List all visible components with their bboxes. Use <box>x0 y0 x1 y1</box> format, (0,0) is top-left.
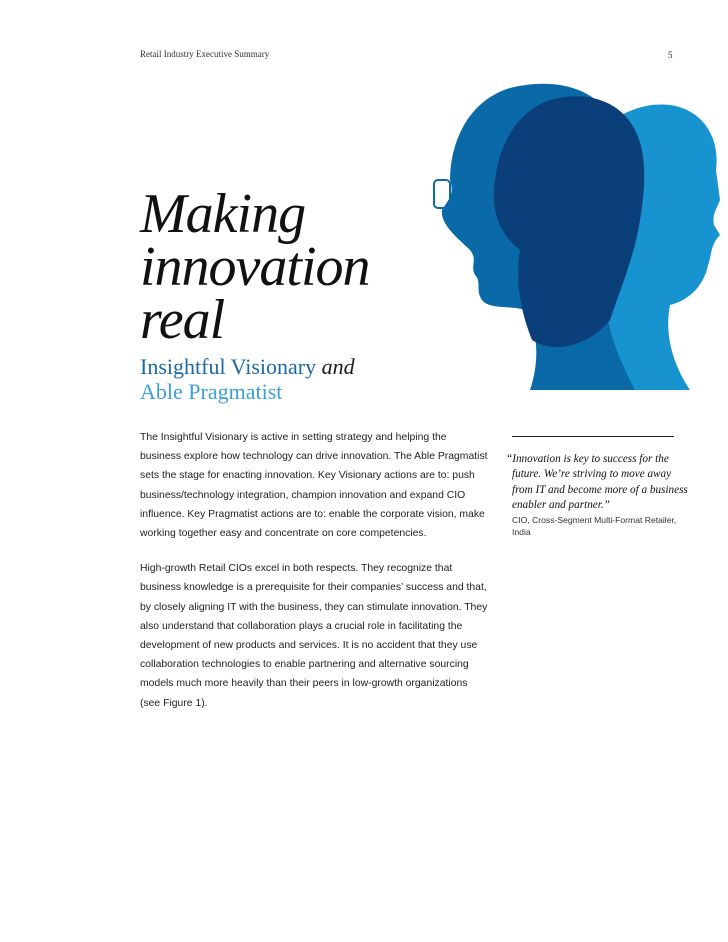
title-line-2: innovation <box>140 236 370 298</box>
body-paragraph-2: High-growth Retail CIOs excel in both respects. They recognize that business knowledge is a prerequisite for their companies’ success and that, by closely aligning IT with the business, they can stimulate innovation. They also understand that collaboration plays a crucial role in facilitating the development of new products and services. It is no accident that they use collaboration technologies to enable partnering and alternative sourcing models much more heavily than their peers in low-growth organizations (see Figure 1). <box>140 563 488 709</box>
subtitle-and: and <box>321 354 355 379</box>
page-title <box>140 183 440 351</box>
head-silhouettes-illustration <box>420 60 728 400</box>
title-line-1: Making <box>140 183 306 245</box>
subtitle-visionary: Insightful Visionary <box>140 354 317 379</box>
quote-attribution: CIO, Cross-Segment Multi-Format Retailer, India <box>512 515 677 537</box>
pull-quote: “Innovation is key to success for the future. We’re striving to move away from IT and become more of a business enabler and partner.” <box>506 453 688 512</box>
body-text <box>140 428 490 729</box>
body-paragraph-1: The Insightful Visionary is active in setting strategy and helping the business explore how technology can drive innovation. The Able Pragmatist sets the stage for enacting innovation. Key Visionary actions are to: push business/technology integration, champion innovation and expand CIO influence. Key Pragmatist actions are to: enable the corporate vision, make working together easy and concentrate on core competencies. <box>140 432 488 540</box>
subtitle-pragmatist: Able Pragmatist <box>140 379 283 404</box>
running-header: Retail Industry Executive Summary <box>140 49 270 59</box>
title-line-3: real <box>140 289 225 351</box>
section-subtitle <box>140 354 500 404</box>
quote-divider <box>512 436 674 437</box>
page-number: 5 <box>668 50 673 60</box>
